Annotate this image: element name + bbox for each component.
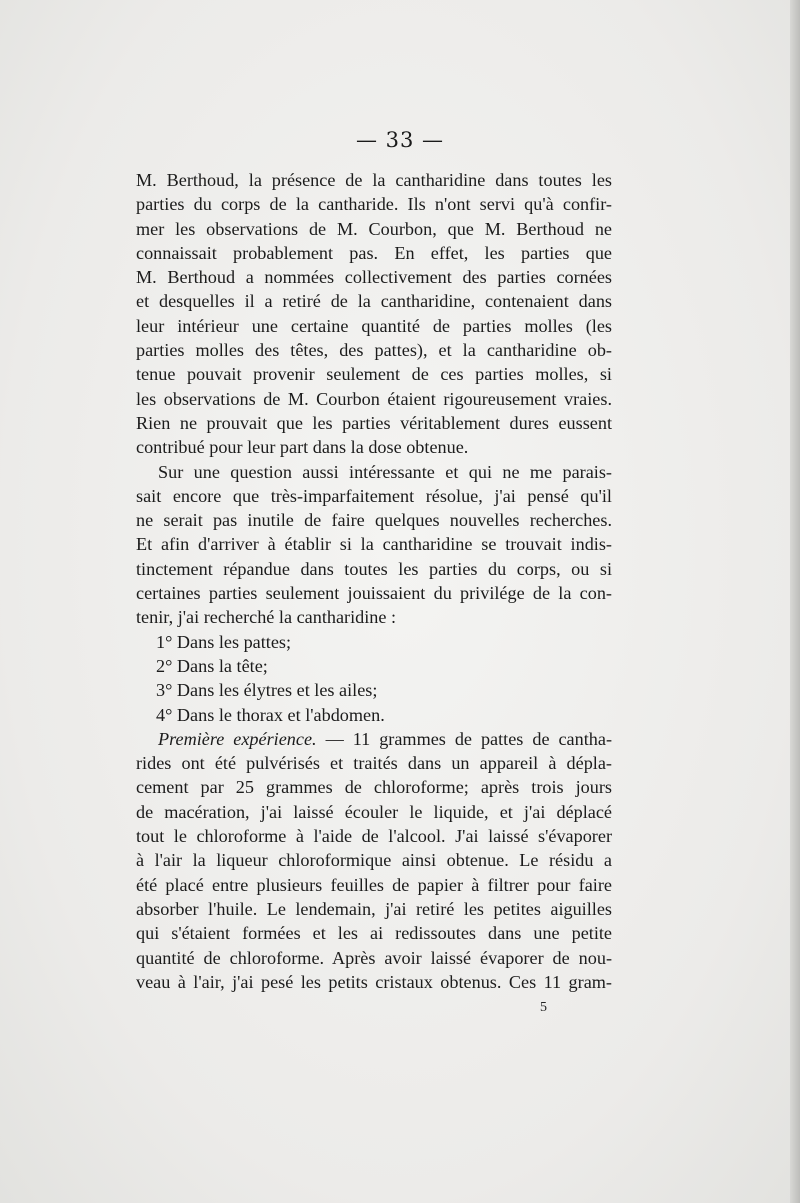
text-line: tenue pouvait provenir seulement de ces parties molles, si [136,364,612,385]
list-item: 4° Dans le thorax et l'abdomen. [156,704,385,725]
text-line: quantité de chloroforme. Après avoir laissé évaporer de nou- [136,947,612,968]
text-line: Et afin d'arriver à établir si la cantharidine se trouvait indis- [136,534,612,555]
text-line: de macération, j'ai laissé écouler le liquide, et j'ai déplacé [136,801,612,822]
text-line: leur intérieur une certaine quantité de parties molles (les [136,315,612,336]
text-line: certaines parties seulement jouissaient du privilége de la con- [136,583,612,604]
text-line: Sur une question aussi intéressante et qui ne me parais- [158,461,612,482]
text-line: parties du corps de la cantharide. Ils n'ont servi qu'à confir- [136,194,612,215]
text-line: à l'air la liqueur chloroformique ainsi obtenue. Le résidu a [136,850,612,871]
text-line: absorber l'huile. Le lendemain, j'ai retiré les petites aiguilles [136,898,612,919]
text-line: tinctement répandue dans toutes les parties du corps, ou si [136,558,612,579]
text-line: les observations de M. Courbon étaient rigoureusement vraies. [136,388,612,409]
signature-mark: 5 [540,1000,547,1015]
text-line: connaissait probablement pas. En effet, les parties que [136,242,612,263]
text-line: M. Berthoud a nommées collectivement des parties cornées [136,267,612,288]
text-line: parties molles des têtes, des pattes), et la cantharidine ob- [136,340,612,361]
text-line: contribué pour leur part dans la dose obtenue. [136,437,469,458]
text-line: tout le chloroforme à l'aide de l'alcool. J'ai laissé s'évaporer [136,826,612,847]
text-line: qui s'étaient formées et les ai redissoutes dans une petite [136,923,612,944]
text-line: Rien ne prouvait que les parties véritablement dures eussent [136,412,612,433]
text-line: et desquelles il a retiré de la cantharidine, contenaient dans [136,291,612,312]
text-line: ne serait pas inutile de faire quelques nouvelles recherches. [136,510,612,531]
text-line-continuation: — 11 grammes de pattes de cantha- [325,728,612,749]
experiment-label: Première expérience. [158,728,317,749]
text-line: sait encore que très-imparfaitement résolue, j'ai pensé qu'il [136,485,612,506]
text-line: M. Berthoud, la présence de la cantharidine dans toutes les [136,170,612,190]
list-item: 2° Dans la tête; [156,655,268,676]
body-text [136,168,612,994]
list-item: 1° Dans les pattes; [156,631,292,652]
text-line: été placé entre plusieurs feuilles de papier à filtrer pour faire [136,874,612,895]
text-line: cement par 25 grammes de chloroforme; après trois jours [136,777,612,798]
text-line: veau à l'air, j'ai pesé les petits cristaux obtenus. Ces 11 gram- [136,971,612,992]
text-line: tenir, j'ai recherché la cantharidine : [136,607,397,628]
page-edge-shadow [790,0,800,1203]
list-item: 3° Dans les élytres et les ailes; [156,680,378,701]
page-number: — 33 — [355,128,445,152]
text-line [136,727,612,751]
text-line: rides ont été pulvérisés et traités dans un appareil à dépla- [136,753,612,774]
text-line: mer les observations de M. Courbon, que M. Berthoud ne [136,218,612,239]
